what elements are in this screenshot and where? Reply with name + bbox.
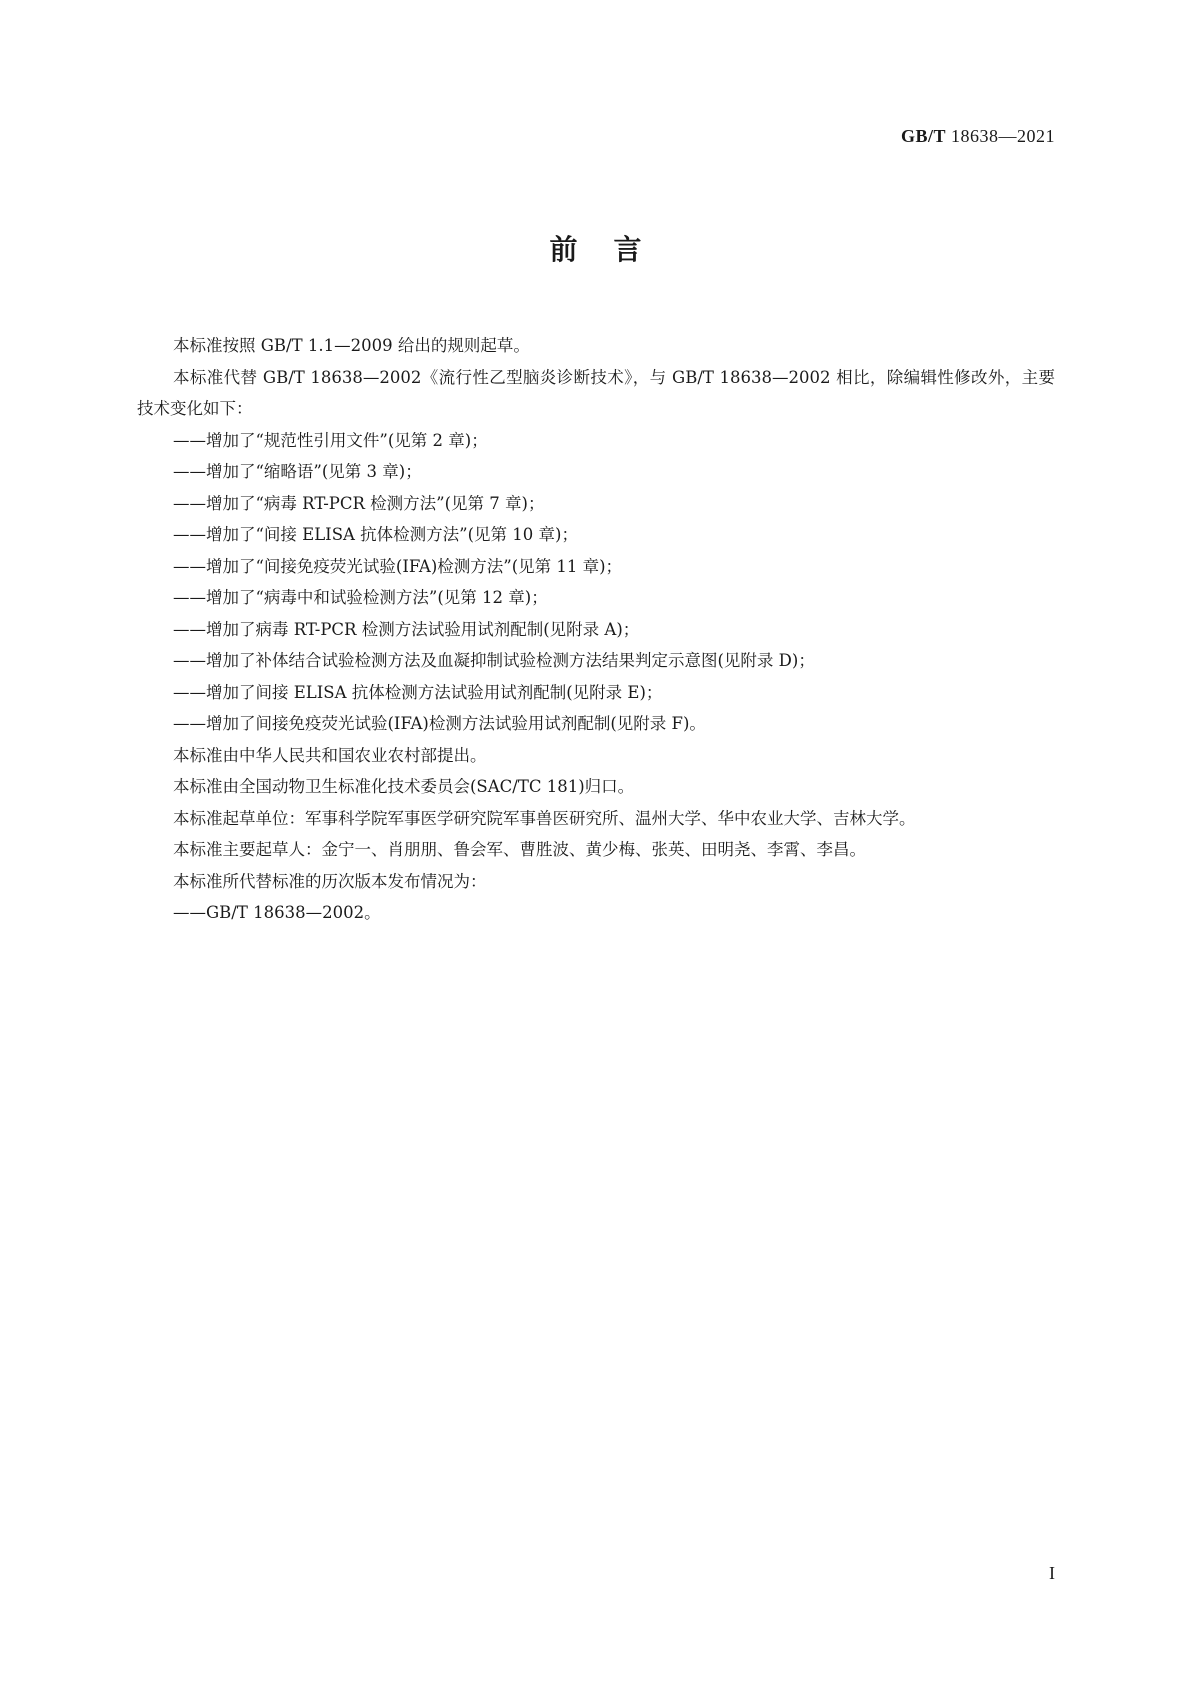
- standard-code-number: 18638—2021: [951, 126, 1055, 146]
- change-item: ——增加了“规范性引用文件”(见第 2 章)；: [173, 430, 488, 450]
- change-item: ——增加了间接 ELISA 抗体检测方法试验用试剂配制(见附录 E)；: [173, 682, 663, 702]
- history-item: ——GB/T 18638—2002。: [173, 903, 381, 922]
- change-item: ——增加了间接免疫荧光试验(IFA)检测方法试验用试剂配制(见附录 F)。: [173, 714, 706, 733]
- foreword-body: [137, 330, 1055, 929]
- change-item: ——增加了病毒 RT-PCR 检测方法试验用试剂配制(见附录 A)；: [173, 619, 640, 639]
- change-item: ——增加了补体结合试验检测方法及血凝抑制试验检测方法结果判定示意图(见附录 D)；: [173, 651, 815, 670]
- standard-code-header: [901, 126, 1055, 147]
- paragraph-committee: 本标准由全国动物卫生标准化技术委员会(SAC/TC 181)归口。: [173, 777, 635, 796]
- change-item: ——增加了“缩略语”(见第 3 章)；: [173, 462, 422, 481]
- change-item: ——增加了“间接免疫荧光试验(IFA)检测方法”(见第 11 章)；: [173, 556, 623, 576]
- paragraph-history-intro: 本标准所代替标准的历次版本发布情况为：: [173, 871, 487, 891]
- page-number: I: [1049, 1563, 1055, 1583]
- paragraph-drafters: 本标准主要起草人：金宁一、肖朋朋、鲁会军、曹胜波、黄少梅、张英、田明尧、李霄、李昌。: [173, 840, 866, 859]
- paragraph-proposer: 本标准由中华人民共和国农业农村部提出。: [173, 745, 487, 765]
- change-item: ——增加了“病毒 RT-PCR 检测方法”(见第 7 章)；: [173, 493, 545, 513]
- paragraph-drafting-units: 本标准起草单位：军事科学院军事医学研究院军事兽医研究所、温州大学、华中农业大学、吉林大学。: [173, 808, 916, 828]
- paragraph-replacement: 本标准代替 GB/T 18638—2002《流行性乙型脑炎诊断技术》，与 GB/T 18638—2002 相比，除编辑性修改外，主要技术变化如下：: [137, 367, 1055, 418]
- page-title: 前言: [549, 233, 678, 266]
- paragraph-drafting-rules: 本标准按照 GB/T 1.1—2009 给出的规则起草。: [173, 336, 530, 355]
- change-item: ——增加了“间接 ELISA 抗体检测方法”(见第 10 章)；: [173, 525, 578, 544]
- standard-code-prefix: GB/T: [900, 126, 946, 146]
- change-item: ——增加了“病毒中和试验检测方法”(见第 12 章)；: [173, 588, 548, 607]
